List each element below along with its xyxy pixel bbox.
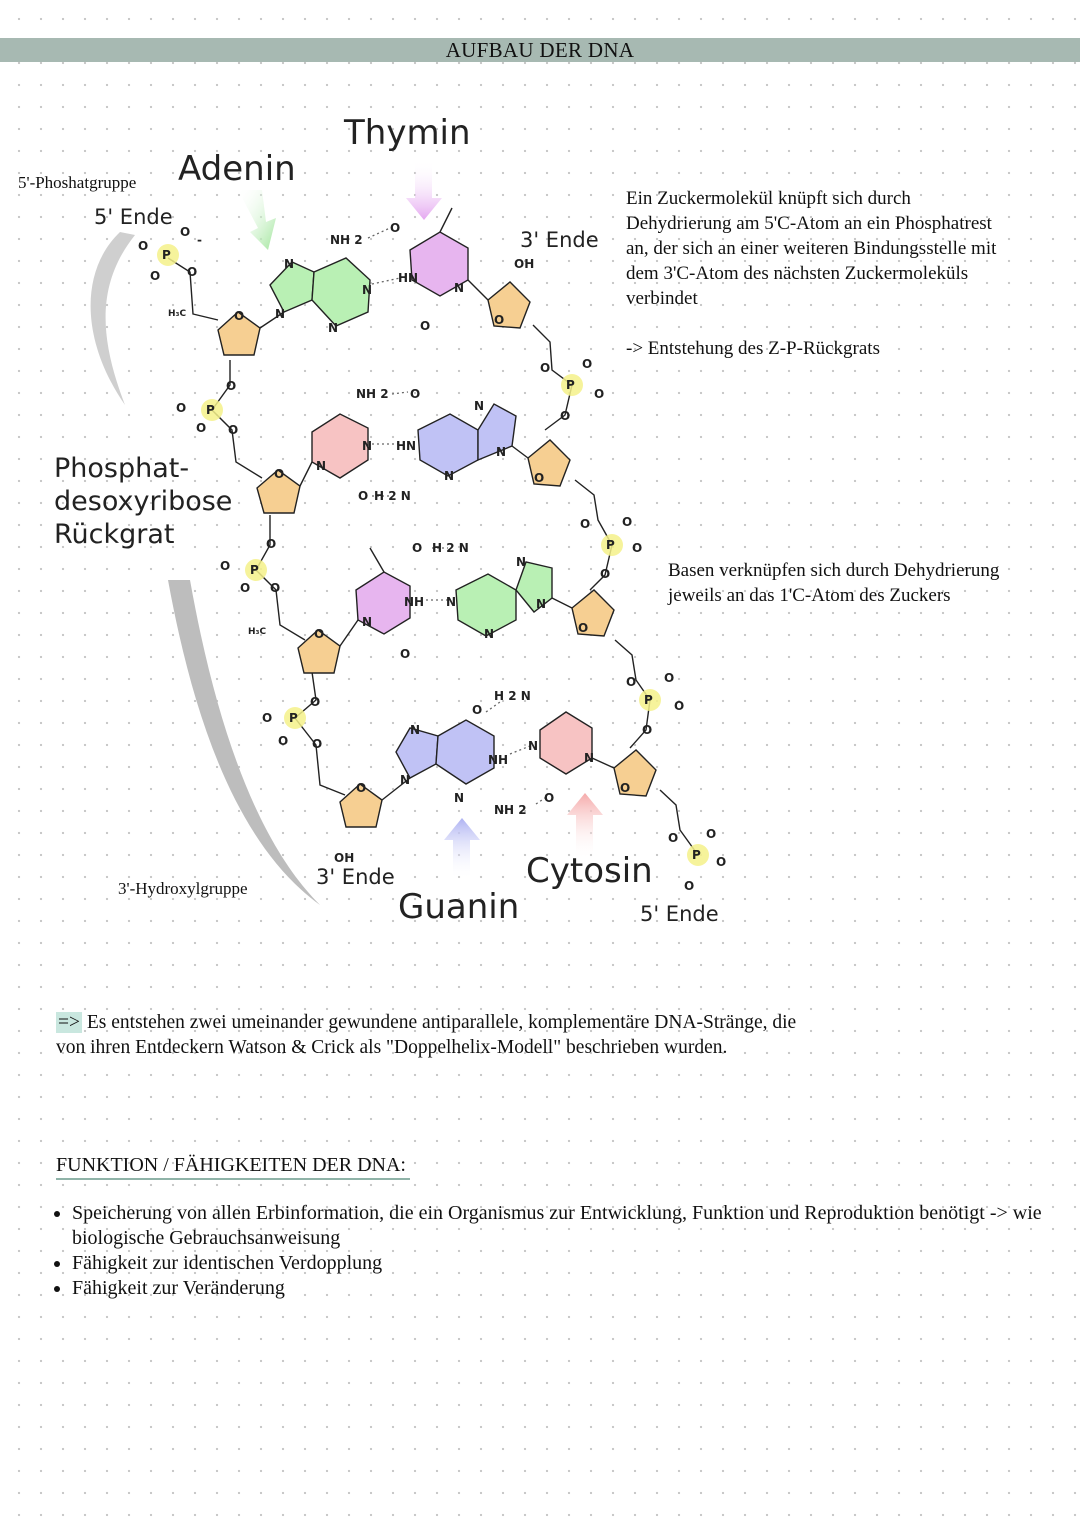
svg-text:O: O (534, 471, 545, 485)
svg-text:O: O (580, 517, 591, 531)
svg-text:N: N (284, 257, 295, 271)
svg-text:O: O (632, 541, 643, 555)
svg-text:P: P (692, 848, 701, 862)
svg-text:NH: NH (404, 595, 425, 609)
conclusion-arrow: => (58, 1012, 80, 1033)
base-adenin-3-ring5 (516, 562, 552, 612)
svg-text:N: N (275, 307, 286, 321)
svg-text:N: N (328, 321, 339, 335)
svg-text:O: O (312, 737, 323, 751)
svg-text:O: O (494, 313, 505, 327)
list-item: • Fähigkeit zur Veränderung (72, 1276, 1052, 1301)
svg-text:N: N (584, 751, 595, 765)
svg-text:O: O (578, 621, 589, 635)
svg-text:H 2 N: H 2 N (374, 489, 411, 503)
adenin-arrow (238, 190, 276, 250)
label-five-end-top: 5' Ende (94, 205, 173, 229)
svg-text:N: N (454, 281, 465, 295)
base-guanin-2-ring6 (418, 414, 478, 476)
page-title: AUFBAU DER DNA (445, 38, 635, 62)
svg-text:HN: HN (396, 439, 417, 453)
svg-text:P: P (162, 248, 171, 262)
svg-text:OH: OH (514, 257, 535, 271)
svg-text:OH: OH (334, 851, 355, 865)
svg-text:O: O (234, 309, 245, 323)
svg-text:N: N (536, 597, 547, 611)
svg-text:O: O (358, 489, 369, 503)
guanin-arrow (444, 818, 480, 880)
svg-text:O: O (560, 409, 571, 423)
list-item: • Fähigkeit zur identischen Verdopplung (72, 1251, 1052, 1276)
svg-text:O: O (150, 269, 161, 283)
svg-text:NH 2: NH 2 (356, 387, 389, 401)
base-guanin-4-ring6 (436, 720, 494, 784)
thymin-arrow (406, 160, 442, 220)
svg-text:O: O (412, 541, 423, 555)
svg-text:N: N (362, 615, 373, 629)
svg-text:P: P (206, 403, 215, 417)
svg-text:N: N (474, 399, 485, 413)
svg-text:NH 2: NH 2 (494, 803, 527, 817)
conclusion: => Es entstehen zwei umeinander gewundene antiparallele, komplementäre DNA-Stränge, die von ihren Entdeckern Watson & Crick als "Doppelhelix-Modell" beschrieben wurden. (56, 1012, 797, 1058)
svg-text:O: O (266, 537, 277, 551)
svg-text:N: N (496, 445, 507, 459)
svg-text:N: N (362, 439, 373, 453)
note-sugar-phosphate: Ein Zuckermolekül knüpft sich durch Dehydrierung am 5'C-Atom an ein Phosphatrest an, der sich an einer weiteren Bindungsstelle mit dem 3'C-Atom des nächsten Zuckermoleküls verbindet (626, 188, 997, 309)
label-backbone-1: Phosphat- (54, 453, 190, 484)
svg-text:N: N (316, 459, 327, 473)
backbone-bracket-upper (91, 232, 135, 405)
svg-text:O: O (356, 781, 367, 795)
label-three-end-top: 3' Ende (520, 228, 599, 252)
label-thymin: Thymin (344, 113, 471, 153)
svg-text:O: O (642, 723, 653, 737)
functions-heading: FUNKTION / FÄHIGKEITEN DER DNA: (56, 1152, 410, 1180)
svg-text:O: O (278, 734, 289, 748)
label-hydroxyl-group: 3'-Hydroxylgruppe (118, 879, 248, 898)
svg-text:O: O (668, 831, 679, 845)
svg-text:O: O (390, 221, 401, 235)
svg-text:H₃C: H₃C (248, 627, 267, 637)
svg-text:O: O (180, 225, 191, 239)
svg-text:O: O (274, 467, 285, 481)
svg-text:O: O (400, 647, 411, 661)
svg-text:O: O (684, 879, 695, 893)
label-cytosin: Cytosin (526, 851, 653, 891)
cytosin-arrow (567, 793, 603, 860)
svg-text:O: O (600, 567, 611, 581)
label-guanin: Guanin (398, 887, 520, 927)
svg-text:NH 2: NH 2 (330, 233, 363, 247)
svg-text:O: O (410, 387, 421, 401)
svg-text:O: O (540, 361, 551, 375)
svg-text:O: O (187, 265, 198, 279)
svg-text:H 2 N: H 2 N (432, 541, 469, 555)
svg-text:P: P (250, 563, 259, 577)
label-three-end-bottom: 3' Ende (316, 865, 395, 889)
note-bases: Basen verknüpfen sich durch Dehydrierung jeweils an das 1'C-Atom des Zuckers (668, 560, 1000, 606)
svg-text:O: O (626, 675, 637, 689)
svg-text:N: N (454, 791, 465, 805)
svg-text:N: N (528, 739, 539, 753)
label-adenin: Adenin (178, 149, 296, 189)
svg-text:N: N (410, 723, 421, 737)
label-phosphate-group: 5'-Phoshatgruppe (18, 173, 137, 192)
diagram-labels (54, 113, 719, 927)
label-backbone-2: desoxyribose (54, 486, 233, 517)
svg-text:O: O (594, 387, 605, 401)
svg-text:P: P (644, 693, 653, 707)
svg-text:O: O (544, 791, 555, 805)
svg-text:O: O (228, 423, 239, 437)
svg-text:O: O (310, 695, 321, 709)
svg-text:O: O (138, 239, 149, 253)
svg-text:P: P (566, 378, 575, 392)
functions-list (50, 1201, 1052, 1301)
svg-text:O: O (582, 357, 593, 371)
svg-text:N: N (516, 555, 527, 569)
svg-text:O: O (674, 699, 685, 713)
svg-text:N: N (484, 627, 495, 641)
svg-text:O: O (226, 379, 237, 393)
svg-text:O: O (664, 671, 675, 685)
svg-text:N: N (362, 283, 373, 297)
label-five-end-bottom: 5' Ende (640, 902, 719, 926)
svg-text:H 2 N: H 2 N (494, 689, 531, 703)
svg-text:N: N (446, 595, 457, 609)
svg-text:P: P (289, 711, 298, 725)
svg-text:O: O (706, 827, 717, 841)
svg-text:O: O (314, 627, 325, 641)
svg-text:O: O (420, 319, 431, 333)
svg-text:HN: HN (398, 271, 419, 285)
svg-text:N: N (444, 469, 455, 483)
list-item: • Speicherung von allen Erbinformation, die ein Organismus zur Entwicklung, Funktion und Reproduktion benötigt -> wie biologische Gebrauchsanweisung (72, 1201, 1052, 1251)
svg-text:O: O (716, 855, 727, 869)
svg-text:O: O (196, 421, 207, 435)
label-backbone-3: Rückgrat (54, 519, 175, 550)
svg-text:H₃C: H₃C (168, 309, 187, 319)
svg-text:O: O (270, 581, 281, 595)
svg-text:P: P (606, 538, 615, 552)
svg-text:O: O (220, 559, 231, 573)
svg-text:O: O (176, 401, 187, 415)
svg-text:O: O (472, 703, 483, 717)
svg-text:O: O (622, 515, 633, 529)
svg-text:NH: NH (488, 753, 509, 767)
svg-text:O: O (262, 711, 273, 725)
svg-text:N: N (400, 773, 411, 787)
backbone-bracket-lower (168, 580, 323, 905)
svg-text:O: O (240, 581, 251, 595)
svg-text:O: O (620, 781, 631, 795)
svg-text:-: - (197, 233, 202, 247)
note-backbone-result: -> Entstehung des Z-P-Rückgrats (626, 338, 880, 359)
